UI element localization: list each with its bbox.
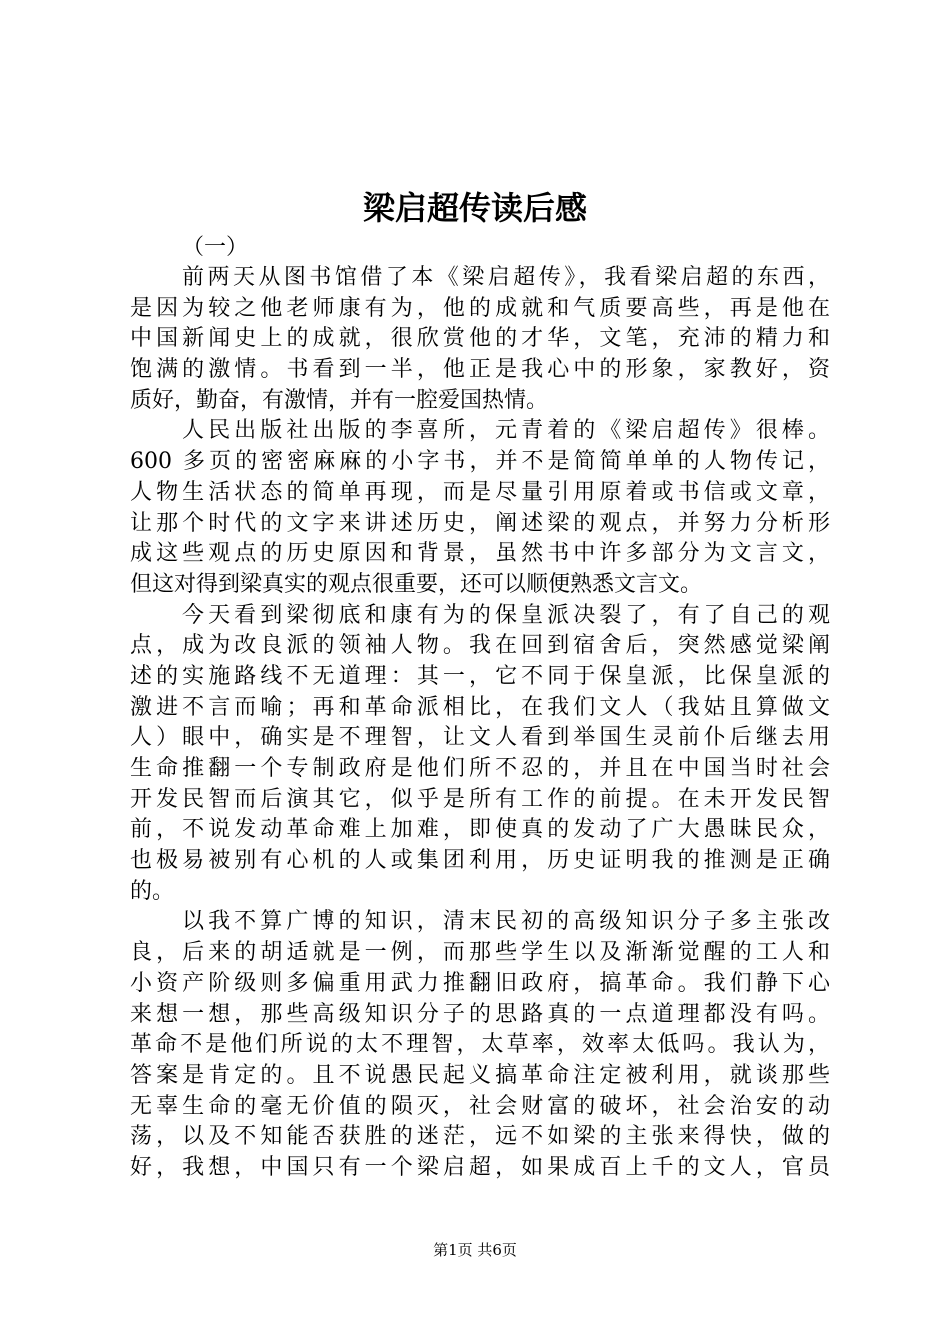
paragraph-2	[130, 416, 830, 600]
page-footer: 第1页 共6页	[433, 1241, 517, 1259]
text-line: 前两天从图书馆借了本《梁启超传》，我看梁启超的东西，	[182, 265, 830, 290]
text-line: 答案是肯定的。且不说愚民起义搞革命注定被利用，就谈那些	[130, 1062, 830, 1088]
text-line: 今天看到梁彻底和康有为的保皇派决裂了，有了自己的观	[182, 602, 830, 628]
text-line: 开发民智而后演其它，似乎是所有工作的前提。在未开发民智	[130, 786, 830, 812]
document-title: 梁启超传读后感	[362, 189, 587, 227]
text-line: 饱满的激情。书看到一半，他正是我心中的形象，家教好，资	[130, 357, 830, 383]
text-line: 革命不是他们所说的太不理智，太草率，效率太低吗。我认为，	[130, 1032, 830, 1058]
text-line: 以我不算广博的知识，清末民初的高级知识分子多主张改	[182, 909, 830, 935]
text-line: 成这些观点的历史原因和背景，虽然书中许多部分为文言文，	[130, 541, 830, 567]
text-line: 良，后来的胡适就是一例，而那些学生以及渐渐觉醒的工人和	[130, 940, 830, 966]
text-line: 质好，勤奋，有激情，并有一腔爱国热情。	[130, 387, 549, 413]
text-line: 来想一想，那些高级知识分子的思路真的一点道理都没有吗。	[130, 1001, 830, 1027]
text-line: 好，我想，中国只有一个梁启超，如果成百上千的文人，官员	[130, 1154, 830, 1180]
text-line: 小资产阶级则多偏重用武力推翻旧政府，搞革命。我们静下心	[130, 970, 830, 996]
text-line: 让那个时代的文字来讲述历史，阐述梁的观点，并努力分析形	[130, 510, 830, 536]
section-number: （一）	[182, 235, 249, 260]
paragraph-3	[130, 601, 830, 908]
text-line: 但这对得到梁真实的观点很重要，还可以顺便熟悉文言文。	[130, 571, 703, 597]
text-line: 无辜生命的毫无价值的陨灭，社会财富的破坏，社会治安的动	[130, 1093, 830, 1119]
text-line: 人物生活状态的简单再现，而是尽量引用原着或书信或文章，	[130, 479, 830, 505]
text-line: 的。	[130, 878, 175, 904]
text-line: 荡，以及不知能否获胜的迷茫，远不如梁的主张来得快，做的	[130, 1124, 830, 1150]
text-line: 激进不言而喻；再和革命派相比，在我们文人（我姑且算做文	[130, 694, 830, 720]
document-body	[130, 232, 830, 1184]
text-line: 是因为较之他老师康有为，他的成就和气质要高些，再是他在	[130, 295, 830, 321]
text-line: 600 多页的密密麻麻的小字书，并不是简简单单的人物传记，	[130, 449, 830, 475]
text-line: 述的实施路线不无道理：其一，它不同于保皇派，比保皇派的	[130, 663, 830, 689]
text-line: 前，不说发动革命难上加难，即使真的发动了广大愚昧民众，	[130, 817, 830, 843]
text-line: 也极易被别有心机的人或集团利用，历史证明我的推测是正确	[130, 848, 830, 874]
text-line: 生命推翻一个专制政府是他们所不忍的，并且在中国当时社会	[130, 756, 830, 781]
text-line: 人民出版社出版的李喜所，元青着的《梁启超传》很棒。	[182, 418, 830, 444]
text-line: 人）眼中，确实是不理智，让文人看到举国生灵前仆后继去用	[130, 725, 830, 751]
text-line: 中国新闻史上的成就，很欣赏他的才华，文笔，充沛的精力和	[130, 326, 830, 352]
text-line: 点，成为改良派的领袖人物。我在回到宿舍后，突然感觉梁阐	[130, 633, 830, 659]
paragraph-4	[130, 907, 830, 1183]
paragraph-1	[130, 263, 830, 416]
